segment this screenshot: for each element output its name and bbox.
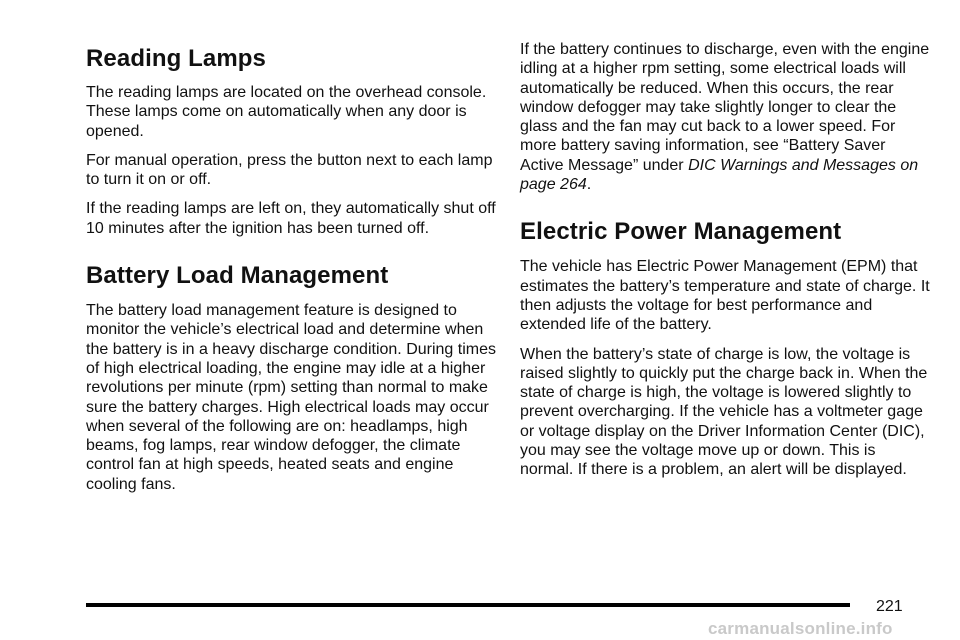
page-number: 221 (876, 598, 903, 615)
epm-section (520, 217, 932, 479)
battery-load-section (86, 261, 496, 494)
left-column (86, 40, 496, 494)
battery-continued-end: . (586, 176, 592, 194)
right-column (520, 40, 932, 480)
reading-lamps-paragraph-2: For manual operation, press the button next to each lamp to turn it on or off. (86, 151, 493, 189)
battery-continued-section (520, 40, 932, 194)
battery-load-paragraph-1: The battery load management feature is designed to monitor the vehicle’s electrical load and determine when the battery is in a heavy discharge condition. During times of high electrical loading, the engine may idle at a higher revolutions per minute (rpm) setting than normal to make sure the battery charges. High electrical loads may occur when several of the following are on: headlamps, high beams, fog lamps, rear window defogger, the climate control fan at high speeds, heated seats and engine cooling fans. (86, 302, 496, 493)
reading-lamps-paragraph-3: If the reading lamps are left on, they automatically shut off 10 minutes after the ignition has been turned off. (86, 200, 496, 237)
epm-heading: Electric Power Management (520, 218, 842, 246)
footer-rule (86, 603, 850, 607)
epm-paragraph-1: The vehicle has Electric Power Management (EPM) that estimates the battery’s temperature and state of charge. It then adjusts the voltage for best performance and extended life of the battery. (520, 258, 930, 334)
dic-warnings-cross-reference: DIC Warnings and Messages on page 264 (520, 156, 919, 194)
battery-continued-paragraph (520, 40, 932, 194)
epm-paragraph-2: When the battery’s state of charge is low, the voltage is raised slightly to quickly put the charge back in. When the state of charge is high, the voltage is lowered slightly to prevent overcharging. If the vehicle has a voltmeter gage or voltage display on the Driver Information Center (DIC), you may see the voltage move up or down. This is normal. If there is a problem, an alert will be displayed. (520, 345, 928, 479)
battery-continued-text: If the battery continues to discharge, even with the engine idling at a higher rpm setting, some electrical loads will automatically be reduced. When this occurs, the rear window defogger may take slightly longer to clear the glass and the fan may cut back to a lower speed. For more battery saving information, see “Battery Saver Active Message” under (520, 41, 930, 174)
watermark: carmanualsonline.info (708, 619, 893, 638)
reading-lamps-section (86, 44, 496, 238)
reading-lamps-heading: Reading Lamps (86, 45, 266, 72)
reading-lamps-paragraph-1: The reading lamps are located on the overhead console. These lamps come on automatically when any door is opened. (86, 84, 487, 140)
battery-load-heading: Battery Load Management (86, 262, 389, 290)
